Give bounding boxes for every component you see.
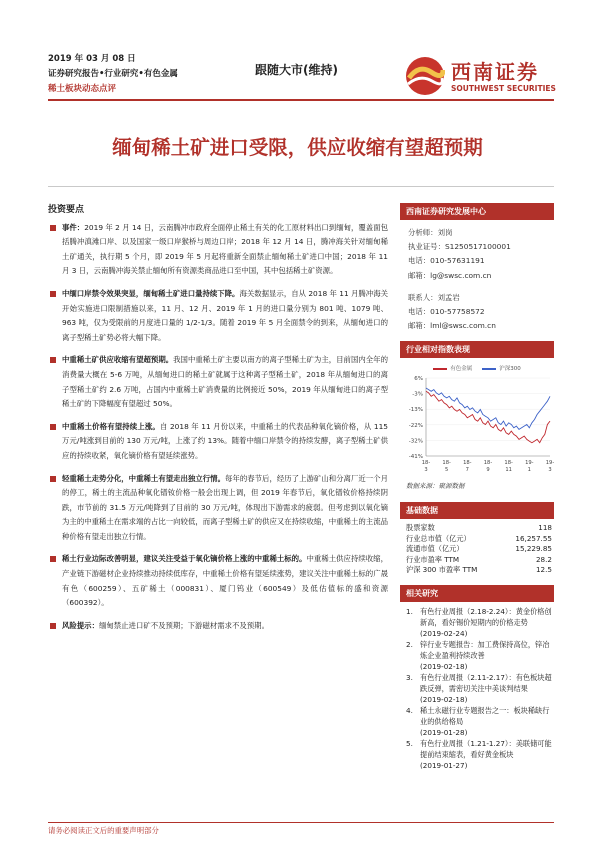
related-num: 5.: [406, 739, 413, 749]
paragraph-text: 缅甸禁止进口矿不及预期；下游磁材需求不及预期。: [98, 620, 269, 630]
y-tick-label: -3%: [412, 392, 423, 399]
related-item[interactable]: [406, 672, 554, 705]
x-tick-label: 19-: [545, 460, 554, 467]
y-tick-label: -41%: [408, 454, 423, 461]
section-heading: 投资要点: [48, 205, 85, 215]
paragraph-lead: 中重稀土价格有望持续上涨。: [62, 421, 160, 431]
x-tick-label: 5: [445, 467, 449, 474]
y-tick-label: -13%: [408, 407, 423, 414]
x-tick-label: 7: [465, 467, 469, 474]
paragraph-text: 每年的春节后，经历了上游矿山和分离厂近一个月的停工，稀土的主流品种氧化镨钕价格一般会出现上调，但 2019 年春节后，氧化镨钕价格持续阴跌，市节前的 31.5 万元/吨降到了目前的 30 万元/吨，体现出下游需求的疲弱。但考虑到以氧化镝为主的中重稀土在需求端的占比一向较低，而离子型稀土矿的供应又在持续收缩，中重稀土的主流品种价格有望走出独立行情。: [62, 473, 388, 541]
highlight-paragraph: [48, 552, 388, 610]
bullet-icon: [50, 357, 56, 363]
y-tick-label: -22%: [408, 423, 423, 430]
related-item[interactable]: [406, 606, 554, 639]
paragraph-text: 我国中重稀土矿主要以南方的离子型稀土矿为主，目前国内全年的消费量大概在 5-6 万吨，从缅甸进口的稀土矿就属于这种离子型稀土矿，2018 年从缅甸进口的离子型稀土矿约 2.6 万吨，占国内中重稀土矿消费量的比例接近 50%，2019 年从缅甸进口的离子型稀土矿的下降幅度有望超过 50%。: [62, 355, 388, 409]
stat-row: [406, 544, 552, 554]
related-item[interactable]: [406, 639, 554, 672]
analyst-info: [400, 220, 554, 333]
stat-value: 118: [538, 523, 552, 533]
bullet-icon: [50, 476, 56, 482]
highlight-paragraph: [48, 420, 388, 464]
x-tick-label: 18-: [463, 460, 472, 467]
related-num: 2.: [406, 640, 413, 650]
investment-highlights: [48, 203, 388, 641]
paragraph-text: 海关数据显示，自从 2018 年 11 月腾冲海关开始实施进口限制措施以来，11 月、12 月、2019 年 1 月的进口量分别为 801 吨、1079 吨、963 吨，仅为受限前的月度进口量的 1/2-1/3。随着 2019 年 5 月全面禁令的到来，从缅甸进口的离子型稀土矿势必将大幅下降。: [62, 288, 388, 342]
legend-item: 沪深300: [482, 364, 521, 372]
paragraph-lead: 轻重稀土走势分化，中重稀土有望走出独立行情。: [62, 473, 225, 483]
x-tick-label: 18-: [421, 460, 431, 467]
contact-email[interactable]: 邮箱：lml@swsc.com.cn: [408, 321, 496, 331]
related-title: 有色行业周报（1.21-1.27）：美联储可能提前结束缩表，看好黄金板块: [420, 739, 552, 760]
related-date: (2019-02-18): [420, 662, 468, 672]
report-title: 缅甸稀土矿进口受限，供应收缩有望超预期: [112, 136, 483, 159]
title-divider: [48, 186, 554, 187]
company-logo: [405, 54, 555, 98]
legend-item: 有色金属: [433, 364, 472, 372]
analyst-name: 分析师：刘岗: [408, 228, 453, 237]
relative-index-chart: [400, 364, 554, 479]
stat-label: 股票家数: [406, 523, 435, 533]
stat-row: [406, 555, 552, 565]
related-num: 3.: [406, 673, 413, 683]
stat-value: 12.5: [535, 565, 552, 575]
x-tick-label: 19-: [525, 460, 534, 467]
stat-row: [406, 534, 552, 544]
y-tick-label: -32%: [408, 438, 423, 445]
chart-plot: [400, 372, 554, 477]
paragraph-lead: 事件：: [62, 222, 85, 232]
paragraph-text: 中重稀土供应持续收缩，产业链下游磁材企业持续推动持续低库存，中重稀土价格有望延续涨势，建议关注中重稀土标的广晟有色（600259）、五矿稀土（000831）、厦门钨业（600549）及低估值标的盛和资源（600392）。: [62, 554, 388, 608]
paragraph-text: 2019 年 2 月 14 日，云南腾冲市政府全面停止稀土有关的化工原材料出口到缅甸，覆盖面包括腾冲滇滩口岸、以及国家一级口岸猴桥与周边口岸；2018 年 12 月 14 日，腾冲海关针对缅甸稀土矿通关，执行期 5 个月，即 2019 年 5 月起将重新全面禁止缅甸稀土矿进口中国；2018 年 11 月 3 日，云南腾冲海关禁止缅甸所有资源类商品进口至中国，其中包括稀土矿资源。: [62, 222, 388, 276]
x-tick-label: 1: [527, 467, 531, 474]
contact-name: 联系人：刘孟岩: [408, 292, 460, 302]
logo-emblem-icon: [405, 56, 445, 96]
header-divider: [48, 99, 554, 101]
x-tick-label: 18-: [442, 460, 451, 467]
x-tick-label: 9: [486, 467, 490, 474]
highlight-paragraph: [48, 353, 388, 411]
analyst-email[interactable]: 邮箱：lg@swsc.com.cn: [408, 270, 492, 280]
x-tick-label: 18-: [483, 460, 493, 467]
paragraph-lead: 中缅口岸禁令效果突显，缅甸稀土矿进口量持续下降。: [62, 288, 240, 298]
related-item[interactable]: [406, 738, 554, 771]
related-heading: 相关研究: [400, 585, 554, 602]
related-num: 4.: [406, 706, 413, 716]
x-tick-label: 3: [548, 467, 552, 474]
stat-value: 15,229.85: [515, 544, 552, 554]
stat-row: [406, 565, 552, 575]
report-column: 稀土板块动态点评: [48, 84, 117, 94]
stat-row: [406, 523, 552, 533]
x-tick-label: 18-: [504, 460, 513, 467]
logo-text-en: SOUTHWEST SECURITIES: [451, 84, 556, 93]
basic-data: [400, 523, 554, 575]
related-title: 有色行业周报（2.18-2.24）：黄金价格创新高，看好锡价短期内的价格走势: [420, 607, 552, 628]
related-title: 锌行业专题报告：加工费保持高位，锌冶炼企业盈利持续改善: [420, 640, 550, 661]
analyst-cert: 执业证号：S1250517100001: [408, 242, 511, 252]
bullet-icon: [50, 556, 56, 562]
bullet-icon: [50, 291, 56, 297]
stat-label: 行业总市值（亿元）: [406, 533, 471, 543]
industry-rating: 跟随大市(维持): [255, 63, 338, 77]
chart-legend: [400, 364, 554, 372]
series-line: [426, 392, 550, 443]
y-tick-label: 6%: [414, 376, 423, 383]
related-title: 稀土永磁行业专题报告之一：板块稀缺行业的供给格局: [420, 706, 550, 727]
logo-text-cn: 西南证券: [451, 60, 539, 84]
bullet-icon: [50, 225, 56, 231]
analyst-phone: 电话：010-57631191: [408, 256, 485, 266]
x-tick-label: 3: [424, 467, 428, 474]
highlight-paragraph: [48, 619, 388, 634]
footer-disclaimer[interactable]: 请务必阅读正文后的重要声明部分: [48, 826, 159, 835]
related-num: 1.: [406, 607, 413, 617]
report-date: 2019 年 03 月 08 日: [48, 54, 136, 64]
highlight-paragraph: [48, 221, 388, 279]
bullet-icon: [50, 623, 56, 629]
related-date: (2019-02-24): [420, 629, 468, 639]
contact-phone: 电话：010-57758572: [408, 307, 485, 317]
stat-value: 28.2: [535, 554, 552, 564]
team-heading: 西南证券研究发展中心: [400, 203, 554, 220]
x-tick-label: 11: [505, 467, 512, 474]
stat-label: 流通市值（亿元）: [406, 544, 464, 554]
highlight-paragraph: [48, 287, 388, 345]
report-type: 证券研究报告•行业研究•有色金属: [48, 69, 178, 79]
bullet-icon: [50, 424, 56, 430]
related-title: 有色行业周报（2.11-2.17）：有色板块超跌反弹，需密切关注中美谈判结果: [420, 673, 552, 694]
related-date: (2019-02-18): [420, 695, 468, 705]
footer-divider: [48, 822, 554, 823]
related-date: (2019-01-27): [420, 761, 468, 771]
series-line: [426, 388, 550, 429]
stat-label: 沪深 300 市盈率 TTM: [406, 565, 478, 575]
paragraph-lead: 风险提示：: [62, 620, 99, 630]
related-research-list: [400, 602, 554, 771]
paragraph-text: 自 2018 年 11 月份以来，中重稀土的代表品种氧化镝价格，从 115 万元/吨涨到目前的 130 万元/吨，上涨了约 13%。随着中缅口岸禁令的持续发酵，离子型稀土矿供应的持续收紧，氧化镝价格有望延续涨势。: [62, 421, 388, 460]
stats-heading: 基础数据: [400, 502, 554, 519]
stat-value: 16,257.55: [515, 533, 552, 543]
highlight-paragraph: [48, 472, 388, 545]
chart-heading: 行业相对指数表现: [400, 341, 554, 358]
sidebar: [400, 203, 554, 771]
related-date: (2019-01-28): [420, 728, 468, 738]
paragraph-lead: 稀土行业边际改善明显，建议关注受益于氧化镝价格上涨的中重稀土标的。: [62, 554, 307, 564]
stat-label: 行业市盈率 TTM: [406, 554, 460, 564]
paragraph-lead: 中重稀土矿供应收缩有望超预期。: [62, 355, 174, 365]
related-item[interactable]: [406, 705, 554, 738]
report-meta: [48, 52, 178, 97]
chart-source: 数据来源：聚源数据: [406, 482, 465, 491]
